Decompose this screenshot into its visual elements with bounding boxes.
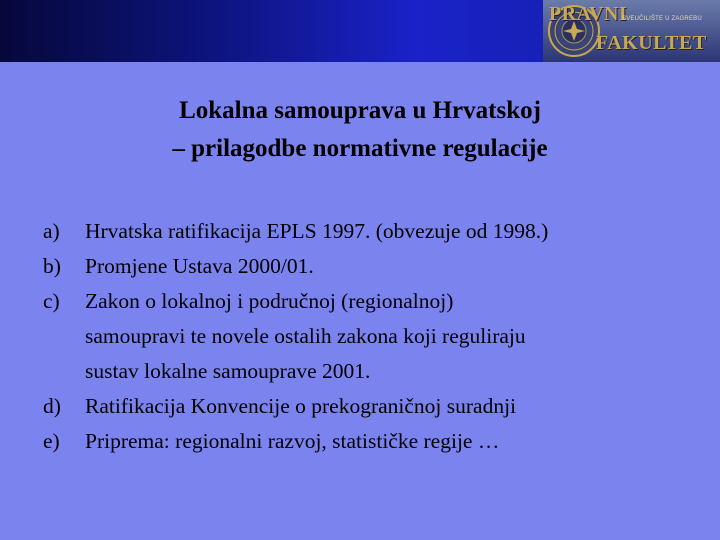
logo-line-fakultet: FAKULTET — [596, 32, 707, 54]
list-item-marker: e) — [43, 429, 60, 453]
slide-title — [40, 92, 680, 168]
list-item — [0, 389, 720, 424]
list-item-marker: a) — [43, 219, 60, 243]
list-item-text: sustav lokalne samouprave 2001. — [85, 359, 371, 383]
bullet-list — [0, 214, 720, 459]
list-item-text: Promjene Ustava 2000/01. — [85, 254, 314, 278]
list-item — [0, 284, 720, 389]
list-item-text: Ratifikacija Konvencije o prekograničnoj suradnji — [85, 394, 517, 418]
logo-university-text: SVEUČILIŠTE U ZAGREBU — [622, 16, 702, 22]
logo-line-pravni: PRAVNI — [549, 3, 628, 25]
list-item-marker: d) — [43, 394, 61, 418]
faculty-logo — [543, 0, 720, 62]
list-item-text: samoupravi te novele ostalih zakona koji reguliraju — [85, 324, 526, 348]
list-item-marker: b) — [43, 254, 61, 278]
list-item-text: Hrvatska ratifikacija EPLS 1997. (obvezuje od 1998.) — [85, 219, 549, 243]
slide-title-line-1: Lokalna samouprava u Hrvatskoj — [179, 97, 541, 124]
list-item-marker: c) — [43, 289, 60, 313]
list-item — [0, 424, 720, 459]
list-item-text: Priprema: regionalni razvoj, statističke regije … — [85, 429, 500, 453]
list-item-text: Zakon o lokalnoj i područnoj (regionalnoj) — [85, 289, 454, 313]
slide-title-line-2: – prilagodbe normativne regulacije — [172, 135, 548, 162]
list-item — [0, 214, 720, 249]
list-item — [0, 249, 720, 284]
